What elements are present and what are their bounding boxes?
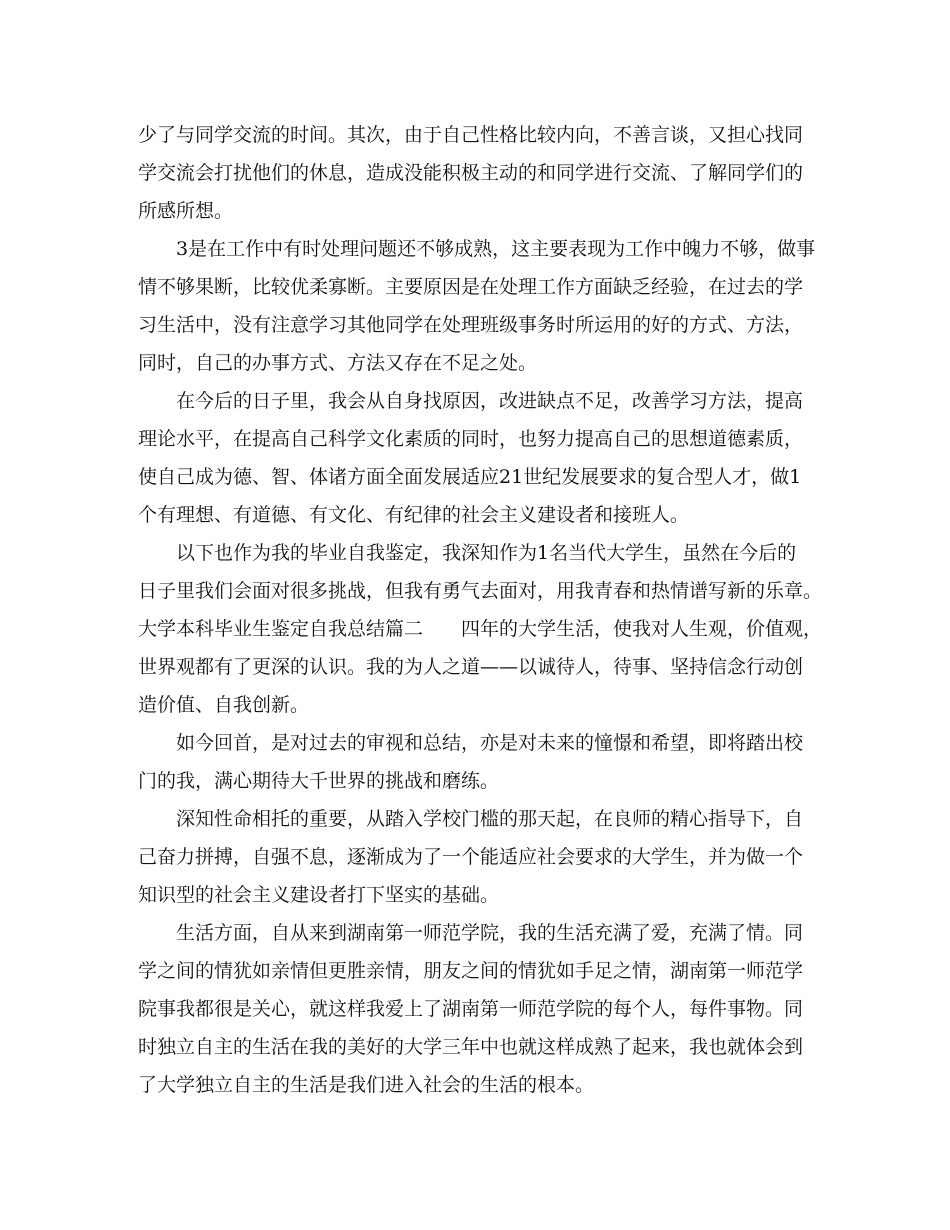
text-line: 个有理想、有道德、有文化、有纪律的社会主义建设者和接班人。 bbox=[138, 504, 690, 526]
paragraph-first-line: 深知性命相托的重要，从踏入学校门槛的那天起，在良师的精心指导下，自 bbox=[176, 808, 804, 830]
paragraph-first-line: 生活方面，自从来到湖南第一师范学院，我的生活充满了爱，充满了情。同 bbox=[176, 922, 804, 944]
text-line: 使自己成为德、智、体诸方面全面发展适应21世纪发展要求的复合型人才，做1 bbox=[138, 466, 802, 488]
text-line: 日子里我们会面对很多挑战，但我有勇气去面对，用我青春和热情谱写新的乐章。 bbox=[138, 580, 823, 602]
text-line: 造价值、自我创新。 bbox=[138, 694, 310, 716]
text-line: 学交流会打扰他们的休息，造成没能积极主动的和同学进行交流、了解同学们的 bbox=[138, 162, 804, 184]
text-line: 了大学独立自主的生活是我们进入社会的生活的根本。 bbox=[138, 1074, 595, 1096]
text-line: 己奋力拼搏，自强不息，逐渐成为了一个能适应社会要求的大学生，并为做一个 bbox=[138, 846, 804, 868]
text-line: 院事我都很是关心，就这样我爱上了湖南第一师范学院的每个人，每件事物。同 bbox=[138, 998, 804, 1020]
text-line: 学之间的情犹如亲情但更胜亲情，朋友之间的情犹如手足之情，湖南第一师范学 bbox=[138, 960, 804, 982]
text-line: 同时，自己的办事方式、方法又存在不足之处。 bbox=[138, 352, 538, 374]
text-line: 情不够果断，比较优柔寡断。主要原因是在处理工作方面缺乏经验，在过去的学 bbox=[138, 276, 804, 298]
text-line: 门的我，满心期待大千世界的挑战和磨练。 bbox=[138, 770, 500, 792]
text-line: 少了与同学交流的时间。其次，由于自己性格比较内向，不善言谈，又担心找同 bbox=[138, 124, 804, 146]
paragraph-first-line: 以下也作为我的毕业自我鉴定，我深知作为1名当代大学生，虽然在今后的 bbox=[176, 542, 797, 564]
paragraph-first-line: 如今回首，是对过去的审视和总结，亦是对未来的憧憬和希望，即将踏出校 bbox=[176, 732, 804, 754]
text-line: 所感所想。 bbox=[138, 200, 234, 222]
paragraph-first-line: 3是在工作中有时处理问题还不够成熟，这主要表现为工作中魄力不够，做事 bbox=[176, 238, 816, 260]
text-line: 习生活中，没有注意学习其他同学在处理班级事务时所运用的好的方式、方法， bbox=[138, 314, 804, 336]
text-line: 世界观都有了更深的认识。我的为人之道——以诚待人，待事、坚持信念行动创 bbox=[138, 656, 804, 678]
section-title-line: 大学本科毕业生鉴定自我总结篇二 四年的大学生活，使我对人生观，价值观， bbox=[138, 618, 823, 640]
text-line: 知识型的社会主义建设者打下坚实的基础。 bbox=[138, 884, 500, 906]
document-body bbox=[138, 116, 823, 1104]
paragraph-first-line: 在今后的日子里，我会从自身找原因，改进缺点不足，改善学习方法，提高 bbox=[176, 390, 804, 412]
text-line: 理论水平，在提高自己科学文化素质的同时，也努力提高自己的思想道德素质， bbox=[138, 428, 804, 450]
text-line: 时独立自主的生活在我的美好的大学三年中也就这样成熟了起来，我也就体会到 bbox=[138, 1036, 804, 1058]
